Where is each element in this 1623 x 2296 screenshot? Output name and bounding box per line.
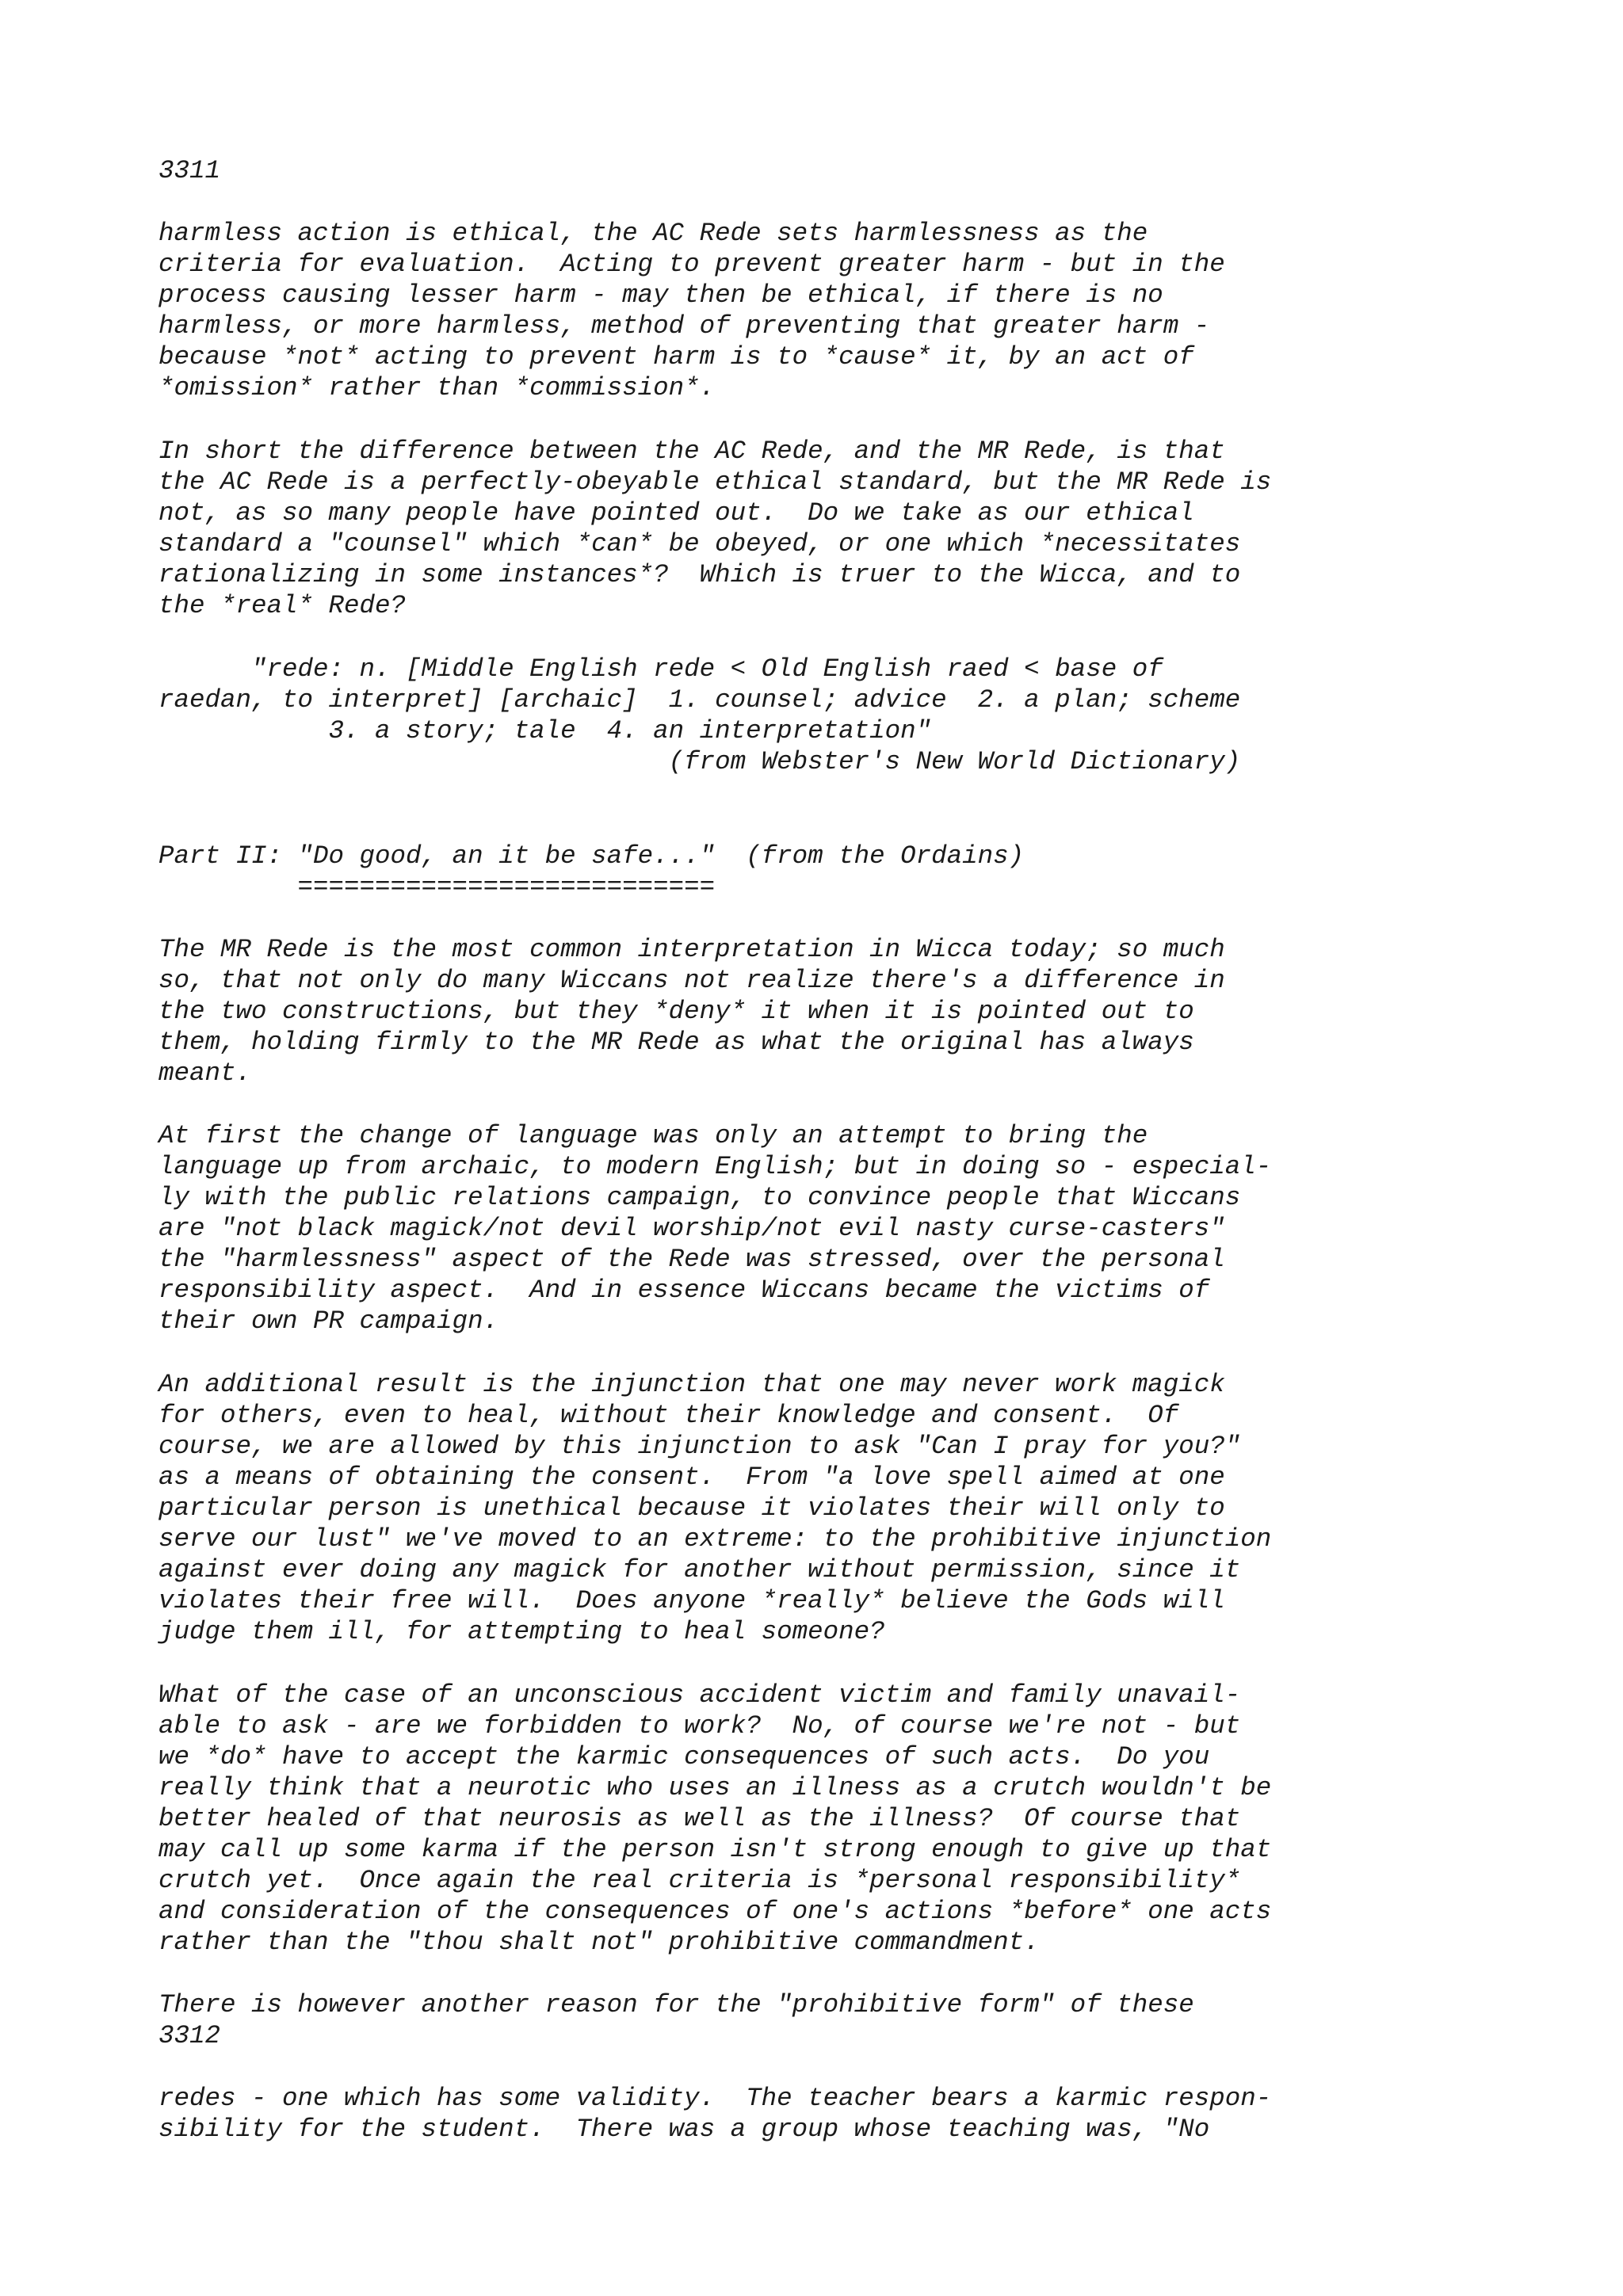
text-line: against ever doing any magick for another without permission, since it bbox=[158, 1555, 1241, 1585]
text-line: There is however another reason for the "prohibitive form" of these bbox=[158, 1990, 1194, 2019]
definition-line: 3. a story; tale 4. an interpretation" bbox=[158, 716, 932, 746]
text-line: are "not black magick/not devil worship/not evil nasty curse-casters" bbox=[158, 1214, 1225, 1243]
text-line: their own PR campaign. bbox=[158, 1306, 499, 1336]
text-line: crutch yet. Once again the real criteria is *personal responsibility* bbox=[158, 1866, 1241, 1895]
text-line: for others, even to heal, without their knowledge and consent. Of bbox=[158, 1401, 1179, 1430]
text-line: course, we are allowed by this injunction to ask "Can I pray for you?" bbox=[158, 1432, 1241, 1461]
text-line: An additional result is the injunction that one may never work magick bbox=[158, 1370, 1225, 1399]
text-line: better healed of that neurosis as well as the illness? Of course that bbox=[158, 1804, 1241, 1833]
text-line: we *do* have to accept the karmic consequences of such acts. Do you bbox=[158, 1742, 1210, 1772]
text-line: rather than the "thou shalt not" prohibitive commandment. bbox=[158, 1928, 1040, 1957]
text-line: standard a "counsel" which *can* be obeyed, or one which *necessitates bbox=[158, 529, 1241, 559]
heading-underline: =========================== bbox=[158, 872, 716, 902]
text-line: the "harmlessness" aspect of the Rede was stressed, over the personal bbox=[158, 1245, 1225, 1274]
text-line: meant. bbox=[158, 1058, 252, 1088]
text-line: may call up some karma if the person isn't strong enough to give up that bbox=[158, 1835, 1272, 1864]
page-number: 3311 bbox=[158, 156, 221, 185]
text-line: sibility for the student. There was a group whose teaching was, "No bbox=[158, 2115, 1210, 2144]
text-line: harmless, or more harmless, method of preventing that greater harm - bbox=[158, 311, 1210, 341]
citation-line: (from Webster's New World Dictionary) bbox=[158, 747, 1241, 776]
text-line: judge them ill, for attempting to heal someone? bbox=[158, 1617, 885, 1646]
text-line: The MR Rede is the most common interpretation in Wicca today; so much bbox=[158, 935, 1225, 964]
text-line: as a means of obtaining the consent. From "a love spell aimed at one bbox=[158, 1463, 1225, 1492]
text-line: serve our lust" we've moved to an extreme: to the prohibitive injunction bbox=[158, 1524, 1272, 1554]
text-line: ly with the public relations campaign, to convince people that Wiccans bbox=[158, 1183, 1241, 1212]
text-line: At first the change of language was only an attempt to bring the bbox=[158, 1121, 1148, 1150]
text-line: not, as so many people have pointed out. Do we take as our ethical bbox=[158, 498, 1194, 528]
text-line: responsibility aspect. And in essence Wiccans became the victims of bbox=[158, 1276, 1210, 1305]
text-line: and consideration of the consequences of one's actions *before* one acts bbox=[158, 1897, 1272, 1926]
text-line: so, that not only do many Wiccans not realize there's a difference in bbox=[158, 966, 1225, 995]
text-line: the two constructions, but they *deny* it when it is pointed out to bbox=[158, 997, 1194, 1026]
text-line: *omission* rather than *commission*. bbox=[158, 373, 716, 402]
text-line: because *not* acting to prevent harm is to *cause* it, by an act of bbox=[158, 342, 1194, 372]
text-line: particular person is unethical because it violates their will only to bbox=[158, 1493, 1225, 1523]
text-line: really think that a neurotic who uses an illness as a crutch wouldn't be bbox=[158, 1773, 1272, 1802]
text-line: the AC Rede is a perfectly-obeyable ethical standard, but the MR Rede is bbox=[158, 467, 1272, 497]
definition-line: raedan, to interpret] [archaic] 1. counsel; advice 2. a plan; scheme bbox=[158, 685, 1241, 715]
text-line: rationalizing in some instances*? Which is truer to the Wicca, and to bbox=[158, 560, 1241, 589]
text-line: able to ask - are we forbidden to work? No, of course we're not - but bbox=[158, 1711, 1241, 1741]
text-line: language up from archaic, to modern English; but in doing so - especial- bbox=[158, 1152, 1272, 1181]
definition-line: "rede: n. [Middle English rede < Old English raed < base of bbox=[158, 654, 1163, 684]
text-line: violates their free will. Does anyone *really* believe the Gods will bbox=[158, 1586, 1225, 1615]
section-heading: Part II: "Do good, an it be safe..." (from the Ordains) bbox=[158, 841, 1025, 871]
text-line: redes - one which has some validity. The teacher bears a karmic respon- bbox=[158, 2084, 1272, 2113]
page-number: 3312 bbox=[158, 2021, 221, 2050]
text-line: the *real* Rede? bbox=[158, 591, 407, 620]
text-line: What of the case of an unconscious accident victim and family unavail- bbox=[158, 1680, 1241, 1710]
text-line: harmless action is ethical, the AC Rede sets harmlessness as the bbox=[158, 219, 1148, 248]
text-line: In short the difference between the AC Rede, and the MR Rede, is that bbox=[158, 437, 1225, 466]
text-line: criteria for evaluation. Acting to prevent greater harm - but in the bbox=[158, 250, 1225, 279]
text-line: them, holding firmly to the MR Rede as what the original has always bbox=[158, 1028, 1194, 1057]
text-line: process causing lesser harm - may then be ethical, if there is no bbox=[158, 280, 1163, 310]
